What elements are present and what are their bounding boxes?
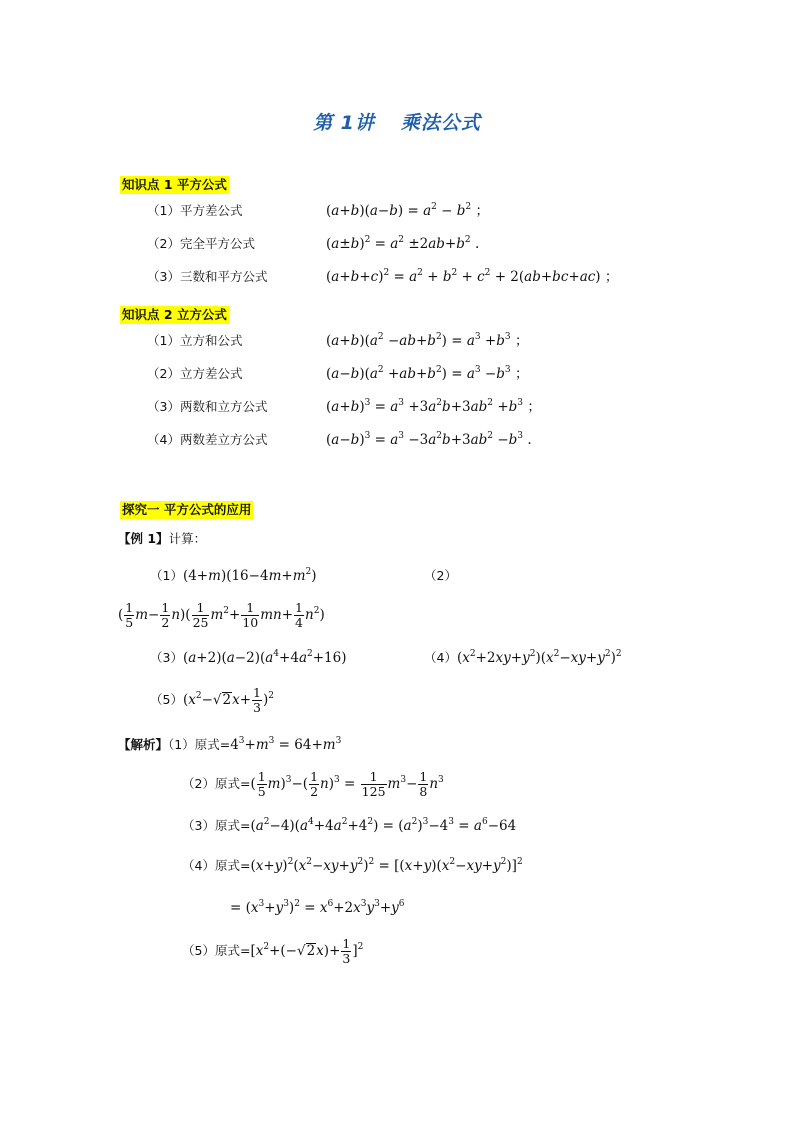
example-item-1: $(1)(4+m)(16-4m+m^2)$ xyxy=(150,567,317,584)
example-heading: 【例 1】计算： xyxy=(118,531,207,546)
formula-row xyxy=(147,430,267,451)
solution-line-4b: = $(x^3+y^3)^2 = x^6+2x^3y^3+y^6$ xyxy=(230,899,405,916)
example-item-2: ( $\frac{1}{5}$ m− $\frac{1}{2}$ n)( $\frac{1}{25}$ $m^2+$ $\frac{1}{10}$ mn+ $\frac{1}{4}$ $n^2$) xyxy=(118,600,325,630)
formula-expression: $(a\pm b)^2 = a^2 \pm 2ab+b^2$ . xyxy=(326,235,480,252)
formula-label: （4）两数差立方公式 xyxy=(147,432,268,447)
solution-line-3: （3）原式$=(a^2-4)(a^4+4a^2+4^2) = (a^2)^3-4^3 = a^6-64$ xyxy=(182,817,517,834)
formula-row xyxy=(147,364,242,385)
formula-expression: $(a+b)^3 = a^3 +3a^2b+3ab^2 +b^3$ ； xyxy=(326,398,541,415)
formula-expression: $(a+b+c)^2 = a^2 + b^2 + c^2 + 2(ab+bc+ac)$ ； xyxy=(326,268,619,285)
exploration-heading: 探究一 平方公式的应用 xyxy=(122,502,252,517)
formula-row xyxy=(147,267,267,288)
solution-line-4: （4）原式$=(x+y)^2(x^2-xy+y^2)^2 = [(x+y)(x^2-xy+y^2)]^2$ xyxy=(182,857,523,874)
example-item-4: $(4)(x^2+2xy+y^2)(x^2-xy+y^2)^2$ xyxy=(424,649,622,666)
formula-expression: $(a+b)(a-b) = a^2 - b^2$ ； xyxy=(326,202,489,219)
solution-line-5: （5）原式$=[x^2+(-√2x)+$ $\frac{1}{3}$ ]$^2$ xyxy=(182,936,364,966)
formula-expression: $(a+b)(a^2 -ab+b^2) = a^3 +b^3$ ； xyxy=(326,332,529,349)
formula-label: （2）立方差公式 xyxy=(147,366,243,381)
formula-row xyxy=(147,331,242,352)
formula-label: （2）完全平方公式 xyxy=(147,236,255,251)
knowledge-point-1-heading: 知识点 1 平方公式 xyxy=(122,177,227,192)
formula-label: （3）两数和立方公式 xyxy=(147,399,268,414)
example-item-5: $(5)(x^2-√2x+$ $\frac{1}{3}$ )$^2$ xyxy=(150,685,275,715)
solution-line-1: 【解析】（1）原式$=4^3+m^3 = 64+m^3$ xyxy=(118,736,342,753)
example-item-2-number: （2） xyxy=(424,568,457,583)
solution-line-2: （2）原式=( $\frac{1}{5}$ m)$^3$−( $\frac{1}{2}$ n)$^3$ = $\frac{1}{125}$ $m^3-$ $\frac{1}{8}$ $n^3$ xyxy=(182,769,444,799)
formula-expression: $(a-b)^3 = a^3 -3a^2b+3ab^2 -b^3$ . xyxy=(326,431,532,448)
knowledge-point-2-heading: 知识点 2 立方公式 xyxy=(122,307,227,322)
page-title: 第 1讲 乘法公式 xyxy=(313,112,481,134)
example-item-3: $(3)(a+2)(a-2)(a^4+4a^2+16)$ xyxy=(150,649,347,666)
formula-label: （1）立方和公式 xyxy=(147,333,243,348)
formula-label: （1）平方差公式 xyxy=(147,203,243,218)
formula-label: （3）三数和平方公式 xyxy=(147,269,268,284)
formula-row xyxy=(147,201,242,222)
formula-expression: $(a-b)(a^2 +ab+b^2) = a^3 -b^3$ ； xyxy=(326,365,529,382)
formula-row xyxy=(147,397,267,418)
formula-row xyxy=(147,234,255,255)
